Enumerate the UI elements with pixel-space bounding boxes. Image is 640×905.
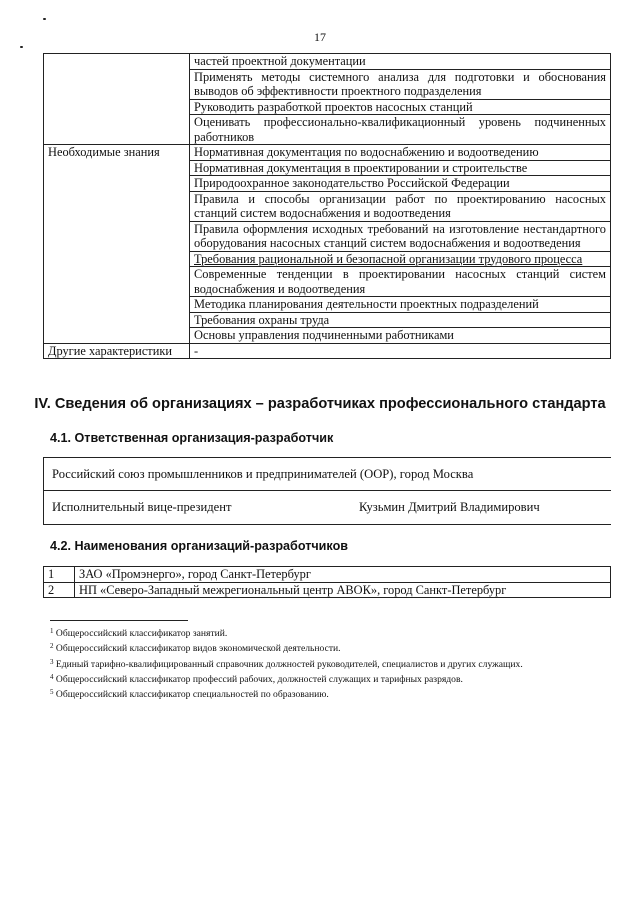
requirements-table	[43, 53, 611, 359]
scan-mark	[20, 46, 23, 48]
row-value: Нормативная документация в проектировании и строительстве	[190, 160, 611, 176]
section-iv-title: IV. Сведения об организациях – разработчиках профессионального стандарта	[34, 396, 606, 412]
footnote-mark: 2	[50, 642, 54, 651]
footnote-mark: 3	[50, 657, 54, 666]
row-label	[44, 54, 190, 145]
row-value: Методика планирования деятельности проектных подразделений	[190, 297, 611, 313]
responsible-org-name: Российский союз промышленников и предпринимателей (ООР), город Москва	[52, 467, 474, 481]
developers-table	[43, 566, 611, 598]
responsible-org-heading: 4.1. Ответственная организация-разработчик	[50, 431, 334, 445]
org-box-divider	[44, 490, 611, 491]
footnote-text: Общероссийский классификатор специальностей по образованию.	[55, 689, 329, 701]
table-row	[44, 343, 611, 359]
developer-row	[44, 567, 611, 583]
row-value: Основы управления подчиненными работниками	[190, 328, 611, 344]
footnote-mark: 4	[50, 672, 54, 681]
row-value: Руководить разработкой проектов насосных станций	[190, 99, 611, 115]
developer-name: НП «Северо-Западный межрегиональный центр АВОК», город Санкт-Петербург	[75, 582, 611, 598]
responsible-person: Кузьмин Дмитрий Владимирович	[359, 500, 540, 514]
footnote	[50, 656, 610, 671]
row-value: Оценивать профессионально-квалификационный уровень подчиненных работников	[190, 115, 611, 145]
footnote	[50, 671, 610, 686]
row-value: -	[190, 343, 611, 359]
page-number: 17	[314, 30, 326, 44]
row-value: Правила и способы организации работ по проектированию насосных станций систем водоснабжения и водоотведения	[190, 191, 611, 221]
footnote-text: Единый тарифно-квалифицированный справочник должностей руководителей, специалистов и других служащих.	[55, 658, 523, 670]
footnotes	[50, 625, 610, 701]
row-value: Природоохранное законодательство Российской Федерации	[190, 176, 611, 192]
table-row	[44, 54, 611, 70]
developer-row	[44, 582, 611, 598]
developer-name: ЗАО «Промэнерго», город Санкт-Петербург	[75, 567, 611, 583]
footnote-text: Общероссийский классификатор профессий рабочих, должностей служащих и тарифных разрядов.	[55, 673, 463, 685]
footnote	[50, 625, 610, 640]
developers-table-body	[44, 567, 611, 598]
table-row	[44, 145, 611, 161]
footnote-mark: 5	[50, 688, 54, 697]
row-value: Современные тенденции в проектировании насосных станций систем водоснабжения и водоотведения	[190, 267, 611, 297]
responsible-org-box	[43, 457, 611, 525]
footnote	[50, 640, 610, 655]
footnote-text: Общероссийский классификатор занятий.	[55, 628, 228, 639]
row-value: Правила оформления исходных требований на изготовление нестандартного оборудования насосных станций систем водоснабжения и водоотведения	[190, 221, 611, 251]
requirements-table-body	[44, 54, 611, 359]
footnote-mark: 1	[50, 627, 54, 635]
developer-number: 1	[44, 567, 75, 583]
row-label: Другие характеристики	[44, 343, 190, 359]
row-value: Применять методы системного анализа для подготовки и обоснования выводов об эффективности проектного подразделения	[190, 69, 611, 99]
footnote	[50, 686, 610, 701]
row-value: частей проектной документации	[190, 54, 611, 70]
footnote-text: Общероссийский классификатор видов экономической деятельности.	[55, 643, 341, 655]
responsible-position: Исполнительный вице-президент	[52, 500, 232, 514]
scan-mark	[43, 18, 46, 20]
footnote-rule	[50, 620, 188, 621]
row-value: Нормативная документация по водоснабжению и водоотведению	[190, 145, 611, 161]
developers-heading: 4.2. Наименования организаций-разработчиков	[50, 539, 349, 553]
row-label: Необходимые знания	[44, 145, 190, 344]
developer-number: 2	[44, 582, 75, 598]
row-value: Требования охраны труда	[190, 312, 611, 328]
row-value: Требования рациональной и безопасной организации трудового процесса	[190, 251, 611, 267]
